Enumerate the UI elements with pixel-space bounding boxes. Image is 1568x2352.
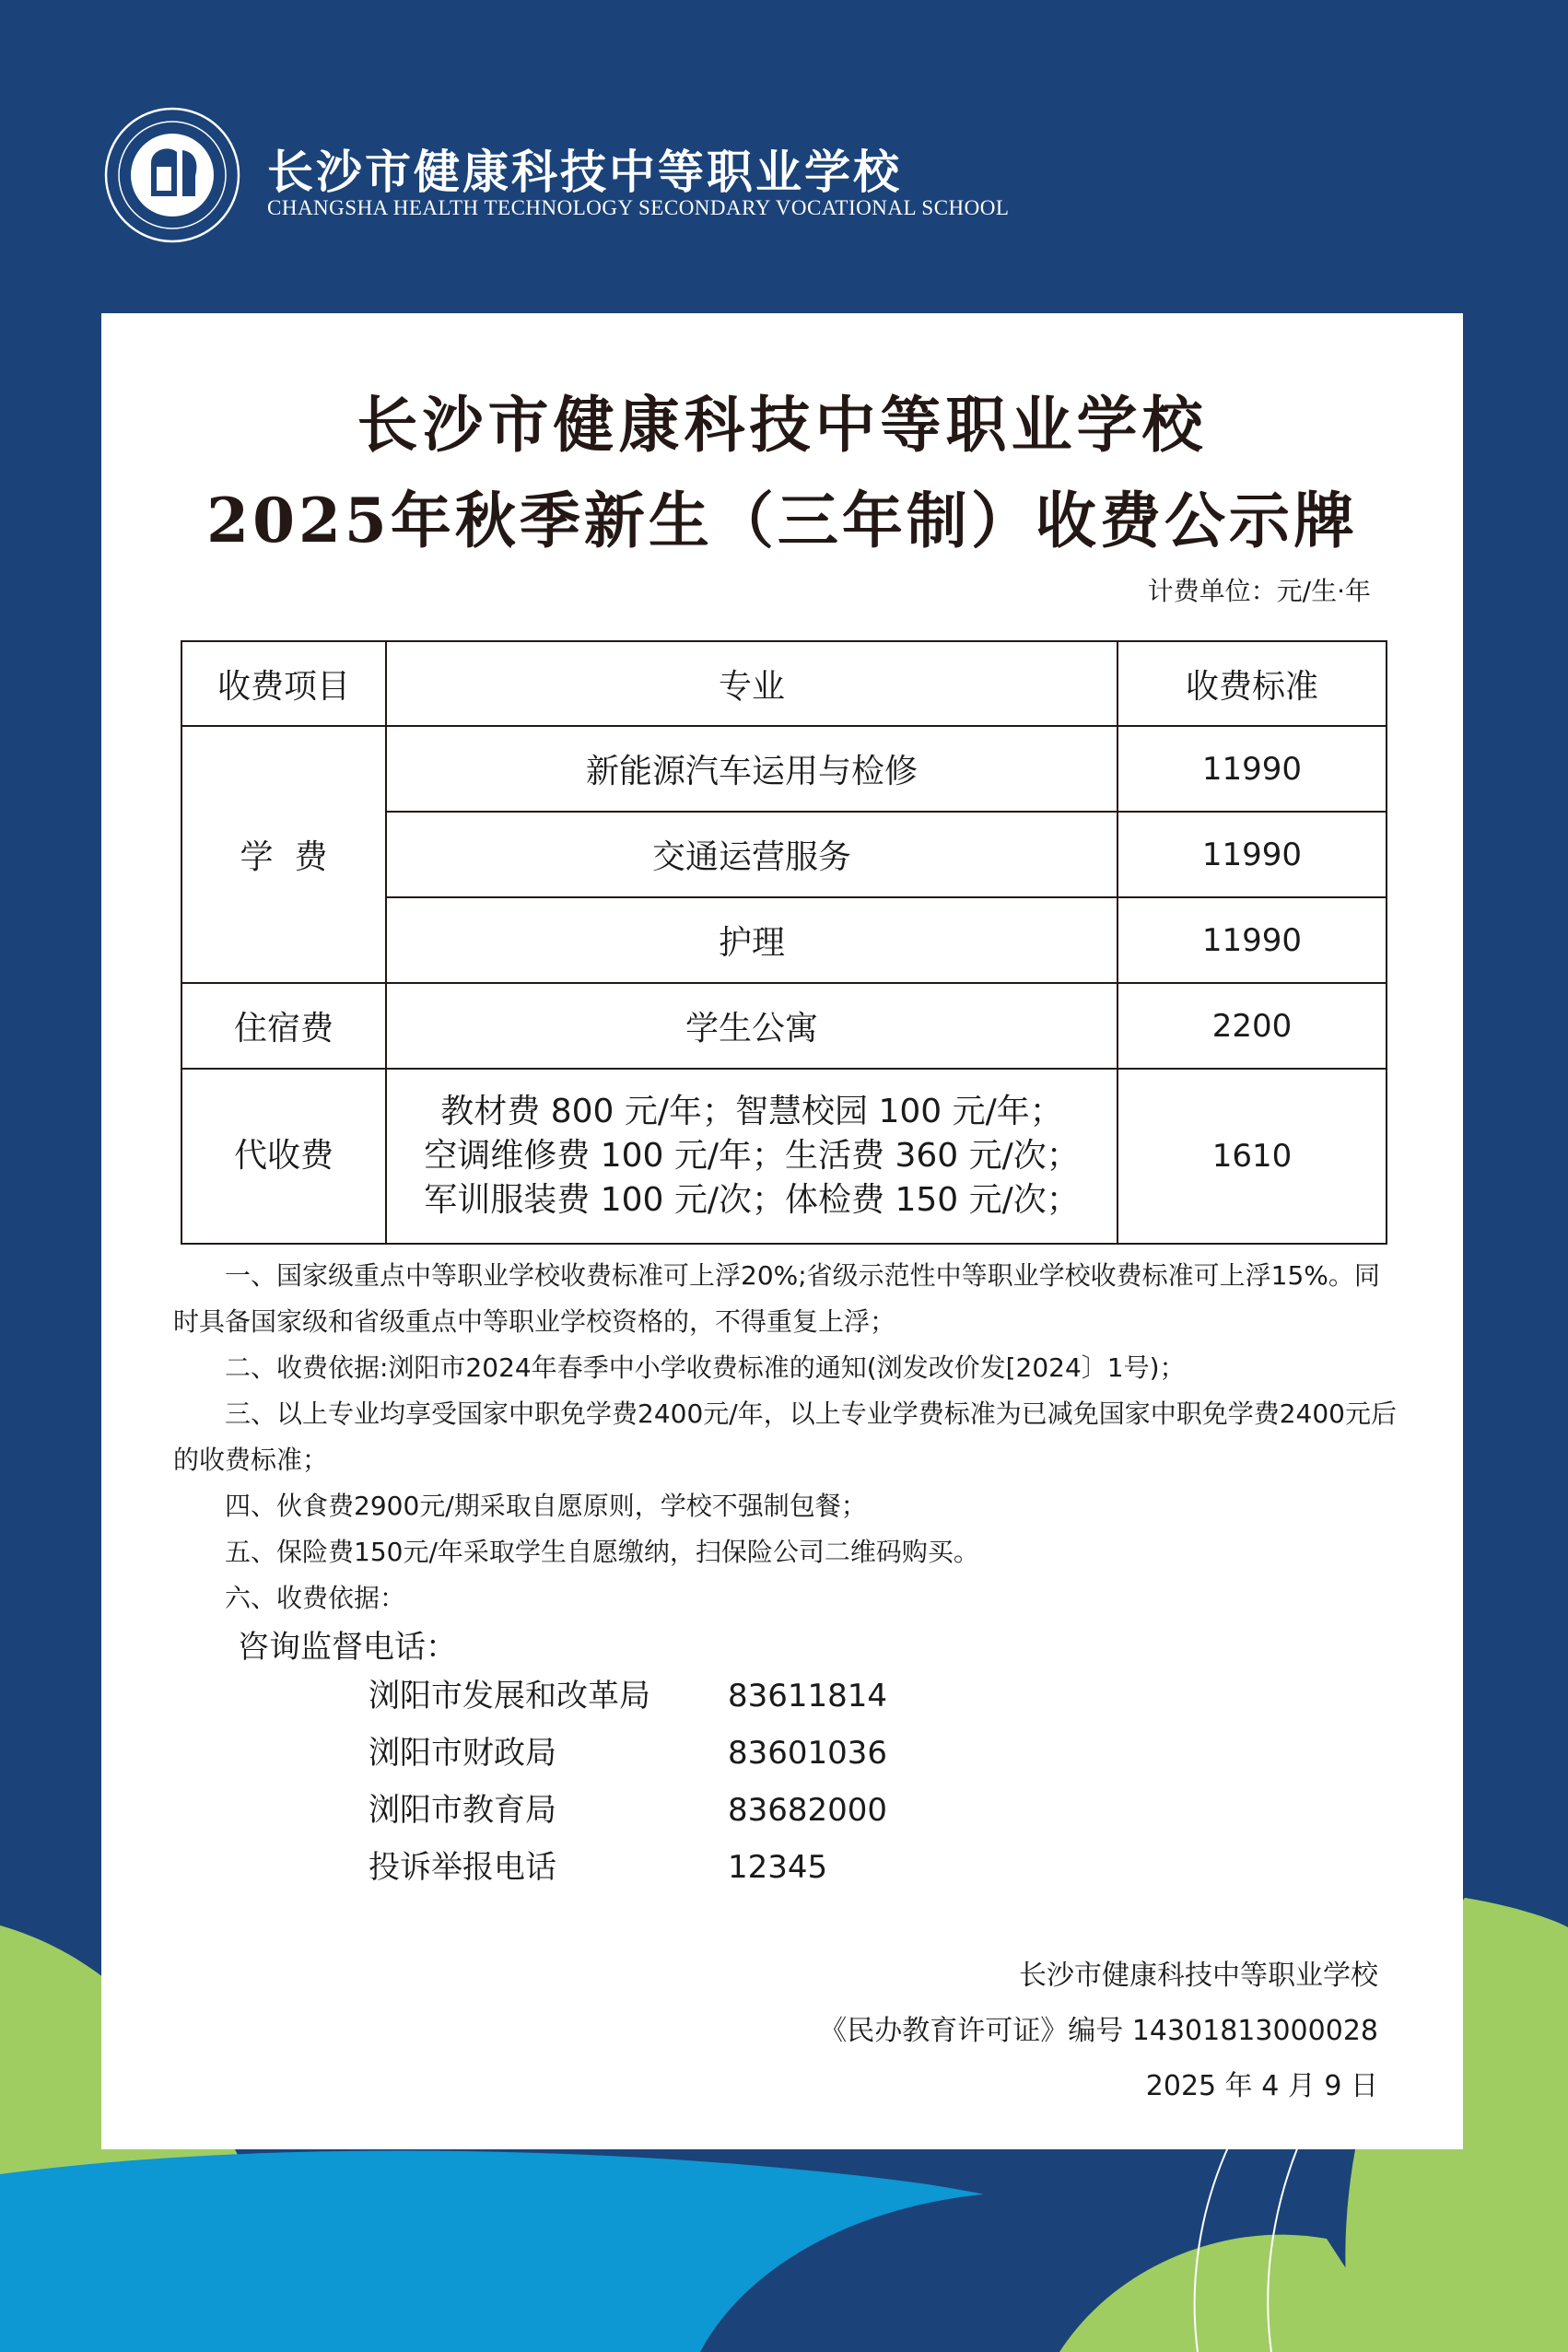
major-cell: 交通运营服务 [386, 812, 1117, 897]
footer-license: 《民办教育许可证》编号 14301813000028 [819, 2015, 1378, 2047]
agency-items-cell [386, 1069, 1117, 1244]
major-cell: 学生公寓 [386, 983, 1117, 1069]
contact-phone: 83682000 [728, 1792, 888, 1829]
column-header: 收费标准 [1117, 641, 1387, 726]
notice-card [101, 313, 1463, 2149]
note-item: 二、收费依据:浏阳市2024年春季中小学收费标准的通知(浏发改价发[2024〕1号)； [225, 1352, 1186, 1383]
agency-item-line: 教材费 800 元/年；智慧校园 100 元/年； [440, 1093, 1063, 1130]
major-cell: 护理 [386, 897, 1117, 983]
contact-name: 浏阳市发展和改革局 [369, 1678, 650, 1714]
notice-title-line2: 2025年秋季新生（三年制）收费公示牌 [206, 485, 1358, 556]
column-header: 收费项目 [181, 641, 386, 726]
category-housing: 住宿费 [181, 983, 386, 1069]
contact-row [369, 1725, 887, 1782]
contact-phone: 83601036 [728, 1735, 888, 1772]
school-name-en: CHANGSHA HEALTH TECHNOLOGY SECONDARY VOCATIONAL SCHOOL [267, 196, 1010, 219]
amount-cell: 1610 [1117, 1069, 1387, 1244]
contact-name: 浏阳市教育局 [369, 1792, 556, 1829]
note-item: 三、以上专业均享受国家中职免学费2400元/年，以上专业学费标准为已减免国家中职免学费2400元后的收费标准； [173, 1398, 1397, 1475]
column-header: 专业 [386, 641, 1117, 726]
amount-cell: 11990 [1117, 726, 1387, 812]
footer [819, 1948, 1378, 2114]
notice-title-line1: 长沙市健康科技中等职业学校 [357, 389, 1208, 461]
contact-phone: 12345 [728, 1849, 828, 1886]
note-item: 六、收费依据： [225, 1583, 406, 1613]
note-item: 四、伙食费2900元/期采取自愿原则，学校不强制包餐； [225, 1491, 867, 1521]
agency-item-line: 军训服装费 100 元/次；体检费 150 元/次； [424, 1181, 1080, 1219]
table-row [181, 1069, 1387, 1244]
contact-row [369, 1667, 887, 1725]
contact-title: 咨询监督电话： [238, 1629, 457, 1666]
table-row [181, 726, 1387, 812]
agency-item-line: 空调维修费 100 元/年；生活费 360 元/次； [424, 1137, 1080, 1175]
fee-table [181, 640, 1387, 1245]
footer-date: 2025 年 4 月 9 日 [1145, 2070, 1378, 2102]
table-row [181, 983, 1387, 1069]
table-header-row [181, 641, 1387, 726]
contact-name: 投诉举报电话 [369, 1849, 556, 1886]
category-tuition: 学 费 [181, 726, 386, 983]
note-item: 五、保险费150元/年采取学生自愿缴纳，扫保险公司二维码购买。 [225, 1537, 979, 1567]
fee-unit: 计费单位：元/生·年 [1147, 576, 1371, 606]
school-emblem-icon [103, 106, 241, 244]
major-cell: 新能源汽车运用与检修 [386, 726, 1117, 812]
amount-cell: 11990 [1117, 897, 1387, 983]
school-name-cn: 长沙市健康科技中等职业学校 [267, 146, 902, 199]
footer-school: 长沙市健康科技中等职业学校 [1019, 1960, 1378, 1992]
amount-cell: 11990 [1117, 812, 1387, 897]
category-agency: 代收费 [181, 1069, 386, 1244]
contact-row [369, 1839, 887, 1896]
amount-cell: 2200 [1117, 983, 1387, 1069]
contact-name: 浏阳市财政局 [369, 1735, 556, 1772]
contact-phone: 83611814 [728, 1678, 888, 1714]
contact-row [369, 1782, 887, 1839]
contacts-list [369, 1667, 887, 1896]
notes-section [173, 1253, 1398, 1621]
note-item: 一、国家级重点中等职业学校收费标准可上浮20%;省级示范性中等职业学校收费标准可上浮15%。同时具备国家级和省级重点中等职业学校资格的，不得重复上浮； [173, 1260, 1380, 1337]
